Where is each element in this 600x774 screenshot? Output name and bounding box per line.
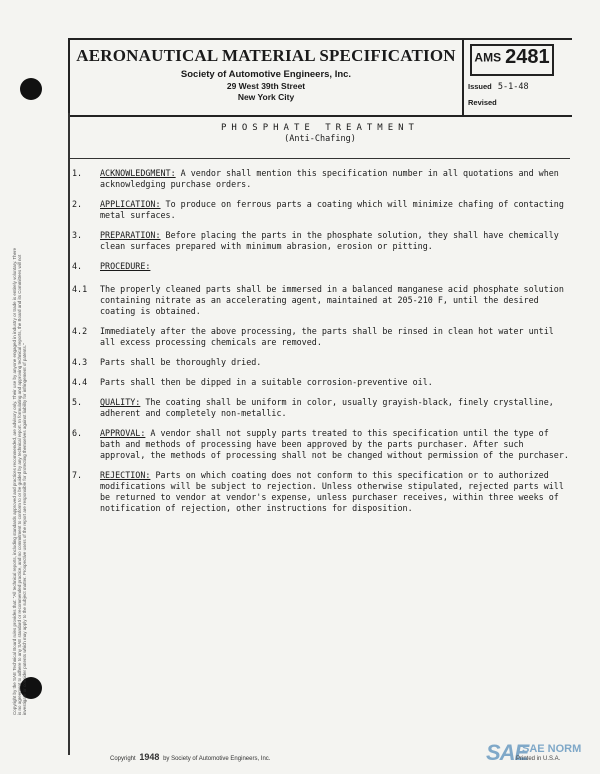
section-number: 4.3 [72, 357, 88, 367]
sae-logo-mark: SAE [486, 740, 529, 765]
revised-label: Revised [468, 98, 497, 107]
document-title-block [70, 113, 570, 159]
section-heading: REJECTION: [100, 470, 151, 480]
section-number: 2. [72, 199, 83, 209]
section-heading: APPROVAL: [100, 428, 146, 438]
section-number: 4.1 [72, 284, 88, 294]
section-number: 6. [72, 428, 83, 438]
section-number: 7. [72, 470, 83, 480]
document-subtitle: (Anti-Chafing) [284, 134, 356, 144]
header-main [70, 40, 464, 115]
footer-copyright [110, 752, 270, 762]
section-paragraph [72, 284, 572, 317]
section-paragraph [72, 261, 572, 272]
section-text: Parts shall then be dipped in a suitable corrosion-preventive oil. [100, 377, 433, 387]
printed-in-usa: Printed in U.S.A. [516, 756, 561, 762]
section-number: 3. [72, 230, 83, 240]
header-title: AERONAUTICAL MATERIAL SPECIFICATION [76, 46, 456, 65]
spec-header [68, 38, 572, 117]
section-text: The coating shall be uniform in color, usually grayish-black, finely crystalline, adherent and completely non-metallic. [100, 397, 554, 418]
section-text: The properly cleaned parts shall be immersed in a balanced manganese acid phosphate solution containing nitrate as an accelerating agent, maintained at 205-210 F, until the desired coating is obtained. [100, 284, 564, 316]
section-paragraph [72, 199, 572, 221]
issued-date: 5-1-48 [497, 82, 529, 92]
section-heading: PREPARATION: [100, 230, 161, 240]
header-address: 29 West 39th Street [226, 81, 306, 91]
section-paragraph [72, 168, 572, 190]
section-text: A vendor shall mention this specification number in all quotations and when acknowledging purchase orders. [100, 168, 559, 189]
section-paragraph [72, 470, 572, 514]
section-paragraph [72, 397, 572, 419]
ams-label: AMS [474, 50, 502, 65]
side-disclaimer: Copyright by the SAE Technical Board rules provides that: "All technical reports, including standards approved and practices recommended, are advisory only. Their use by anyone engaged in industry or trade is entirely voluntary. There is no agreement to adhere to any SAE standard or recommended practice, and no commitment to conform to or be guided by any technical report. In formulating and approving technical reports, the Board and its Committees will not investigate or consider patents which may apply to the subject matter. Prospective users of the report are responsible for protecting themselves against liability for infringement of patents." [12, 247, 27, 715]
section-text: A vendor shall not supply parts treated to this specification until the type of bath and methods of processing have been approved by the parts purchaser. After such approval, the methods of processing shall not be changed without permission of the purchaser. [100, 428, 569, 460]
section-paragraph [72, 230, 572, 252]
header-organization: Society of Automotive Engineers, Inc. [180, 69, 352, 80]
section-text: To produce on ferrous parts a coating which will minimize chafing of contacting metal surfaces. [100, 199, 564, 220]
sae-norm-logo [486, 740, 592, 768]
punch-hole [20, 78, 42, 100]
sae-norm-text: SAE NORM [522, 743, 582, 755]
section-number: 5. [72, 397, 83, 407]
section-text: Parts on which coating does not conform to this specification or to authorized modifications will be subject to rejection. Unless otherwise stipulated, rejected parts will be returned to vendor at vendor's expense, unless purchaser receives, within three weeks of notification of rejection, other instructions for disposition. [100, 470, 564, 513]
section-number: 4. [72, 261, 83, 271]
section-heading: PROCEDURE: [100, 261, 151, 271]
section-heading: APPLICATION: [100, 199, 161, 209]
section-heading: QUALITY: [100, 397, 141, 407]
section-paragraph [72, 357, 572, 368]
ams-number: 2481 [505, 46, 550, 68]
section-text: Parts shall be thoroughly dried. [100, 357, 262, 367]
section-text: Immediately after the above processing, the parts shall be rinsed in clean hot water until all excess processing chemicals are removed. [100, 326, 554, 347]
document-title: PHOSPHATE TREATMENT [221, 123, 419, 133]
header-side [464, 40, 572, 115]
section-text: Before placing the parts in the phosphate solution, they shall have chemically clean surfaces prepared with minimum abrasion, erosion or pitting. [100, 230, 559, 251]
section-paragraph [72, 428, 572, 461]
copyright-owner: by Society of Automotive Engineers, Inc. [163, 756, 271, 762]
section-number: 4.2 [72, 326, 88, 336]
section-number: 1. [72, 168, 83, 178]
issued-label: Issued [468, 82, 492, 91]
header-city: New York City [237, 92, 295, 102]
specification-body [72, 168, 572, 523]
ams-number-box [470, 44, 554, 76]
copyright-year: 1948 [139, 752, 160, 762]
section-heading: ACKNOWLEDGMENT: [100, 168, 176, 178]
copyright-label: Copyright [110, 756, 136, 762]
section-paragraph [72, 326, 572, 348]
issued-row [468, 82, 529, 92]
section-paragraph [72, 377, 572, 388]
left-border-rule [68, 113, 70, 755]
section-number: 4.4 [72, 377, 88, 387]
